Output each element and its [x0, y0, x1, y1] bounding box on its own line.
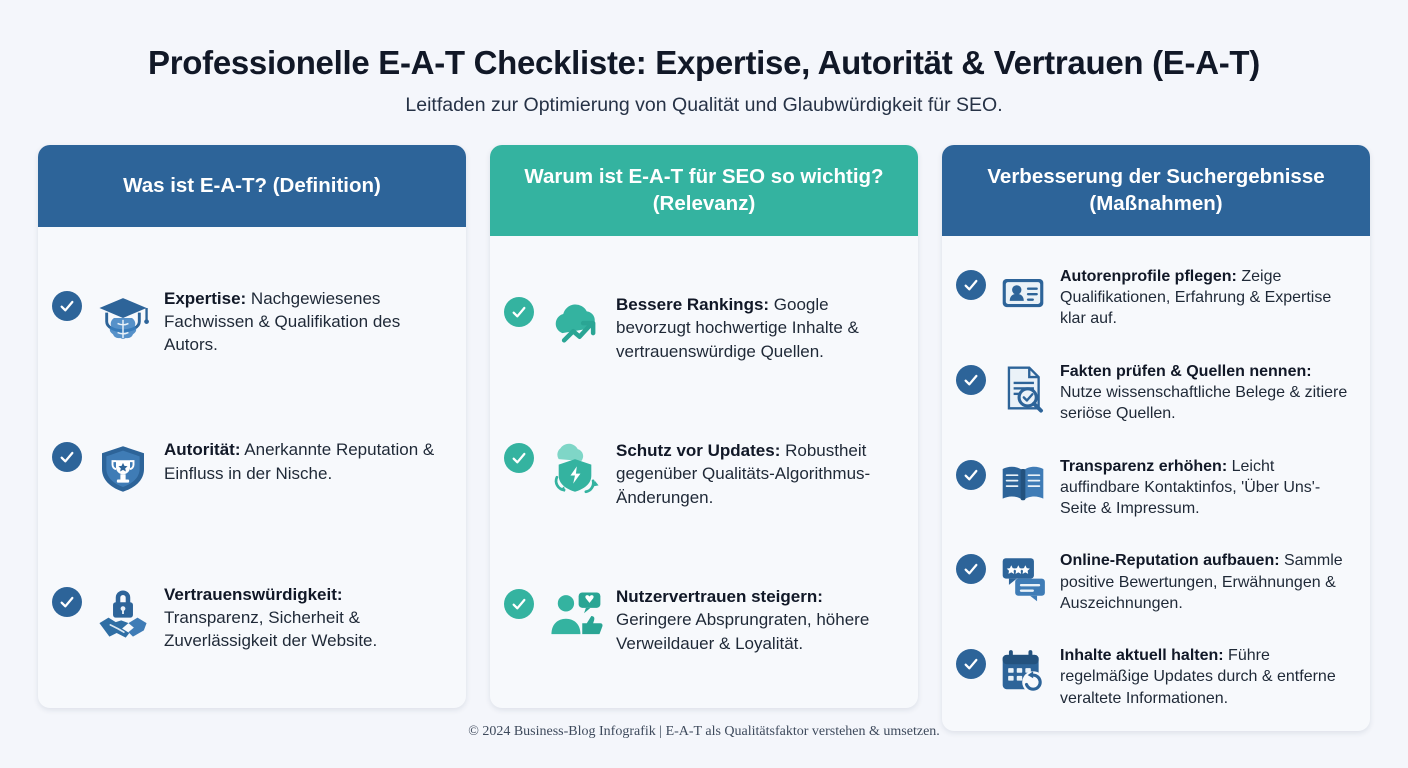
page-title: Professionelle E-A-T Checkliste: Expertise, Autorität & Vertrauen (E-A-T) [148, 44, 1260, 81]
list-item [504, 577, 898, 660]
list-item-text [616, 437, 898, 508]
list-item [956, 258, 1350, 336]
list-item-text [616, 291, 898, 362]
list-item-label: Expertise: [164, 289, 247, 309]
list-item [956, 448, 1350, 526]
list-item-text [1060, 643, 1350, 709]
check-icon [52, 587, 82, 617]
calendar-refresh-icon [996, 645, 1050, 699]
column-measures-body [942, 236, 1370, 731]
check-icon [956, 365, 986, 395]
column-relevance-heading: Warum ist E-A-T für SEO so wichtig? (Relevanz) [490, 145, 918, 236]
list-item-label: Autorenprofile pflegen: [1060, 267, 1237, 285]
columns-container [16, 145, 1392, 731]
shield-update-icon [544, 439, 606, 501]
column-relevance [490, 145, 918, 708]
list-item [52, 279, 446, 362]
list-item-desc: Führe regelmäßige Updates durch & entferne veraltete Informationen. [1060, 647, 1336, 707]
list-item-desc: Sammle positive Bewertungen, Erwähnungen & Auszeichnungen. [1060, 552, 1343, 612]
check-icon [504, 297, 534, 327]
column-relevance-body [490, 236, 918, 708]
page-subtitle: Leitfaden zur Optimierung von Qualität und Glaubwürdigkeit für SEO. [405, 94, 1003, 116]
list-item-label: Online-Reputation aufbauen: [1060, 552, 1280, 570]
list-item-label: Autorität: [164, 440, 241, 460]
list-item-text [1060, 548, 1350, 614]
list-item [956, 637, 1350, 715]
list-item [956, 353, 1350, 431]
column-definition [38, 145, 466, 708]
cloud-growth-arrow-icon [544, 293, 606, 355]
list-item-desc: Zeige Qualifikationen, Erfahrung & Expertise klar auf. [1060, 267, 1332, 328]
user-thumbs-up-icon [544, 585, 606, 647]
list-item-desc: Nutze wissenschaftliche Belege & zitiere seriöse Quellen. [1060, 384, 1348, 423]
handshake-lock-icon [92, 583, 154, 645]
list-item [504, 431, 898, 514]
document-magnifier-icon [996, 361, 1050, 415]
check-icon [504, 443, 534, 473]
graduation-cap-brain-icon [92, 287, 154, 349]
list-item-desc: Nachgewiesenes Fachwissen & Qualifikation des Autors. [164, 289, 401, 355]
chat-stars-review-icon [996, 550, 1050, 604]
check-icon [956, 270, 986, 300]
list-item [504, 285, 898, 368]
list-item [52, 575, 446, 658]
list-item-text [164, 285, 446, 356]
column-definition-heading: Was ist E-A-T? (Definition) [38, 145, 466, 227]
check-icon [52, 442, 82, 472]
list-item-desc: Robustheit gegenüber Qualitäts-Algorithmus-Änderungen. [616, 441, 871, 507]
list-item-desc: Transparenz, Sicherheit & Zuverlässigkeit der Website. [164, 607, 378, 650]
list-item-label: Transparenz erhöhen: [1060, 457, 1228, 475]
check-icon [956, 649, 986, 679]
list-item-text [164, 436, 446, 484]
column-measures-heading: Verbesserung der Suchergebnisse (Maßnahmen) [942, 145, 1370, 236]
list-item-label: Bessere Rankings: [616, 295, 770, 315]
infographic-canvas [16, 10, 1392, 758]
list-item-text [1060, 454, 1350, 520]
list-item [956, 542, 1350, 620]
list-item [52, 430, 446, 506]
open-book-icon [996, 456, 1050, 510]
list-item-label: Schutz vor Updates: [616, 441, 781, 461]
check-icon [956, 554, 986, 584]
list-item-desc: Leicht auffindbare Kontaktinfos, 'Über Uns'-Seite & Impressum. [1060, 457, 1321, 518]
list-item-text [1060, 359, 1350, 425]
list-item-desc: Anerkannte Reputation & Einfluss in der Nische. [164, 440, 435, 483]
list-item-text [164, 581, 446, 652]
check-icon [52, 291, 82, 321]
list-item-desc: Geringere Absprungraten, höhere Verweildauer & Loyalität. [616, 610, 870, 653]
check-icon [956, 460, 986, 490]
column-measures [942, 145, 1370, 731]
footer-text: © 2024 Business-Blog Infografik | E-A-T als Qualitätsfaktor verstehen & umsetzen. [468, 724, 940, 739]
list-item-label: Nutzervertrauen steigern: [616, 587, 823, 607]
list-item-text [1060, 264, 1350, 330]
check-icon [504, 589, 534, 619]
list-item-text [616, 583, 898, 654]
shield-trophy-icon [92, 438, 154, 500]
list-item-label: Vertrauenswürdigkeit: [164, 584, 343, 604]
list-item-desc: Google bevorzugt hochwertige Inhalte & vertrauenswürdige Quellen. [616, 295, 859, 361]
list-item-label: Fakten prüfen & Quellen nennen: [1060, 362, 1312, 380]
column-definition-body [38, 227, 466, 708]
list-item-label: Inhalte aktuell halten: [1060, 647, 1224, 665]
id-card-person-icon [996, 266, 1050, 320]
